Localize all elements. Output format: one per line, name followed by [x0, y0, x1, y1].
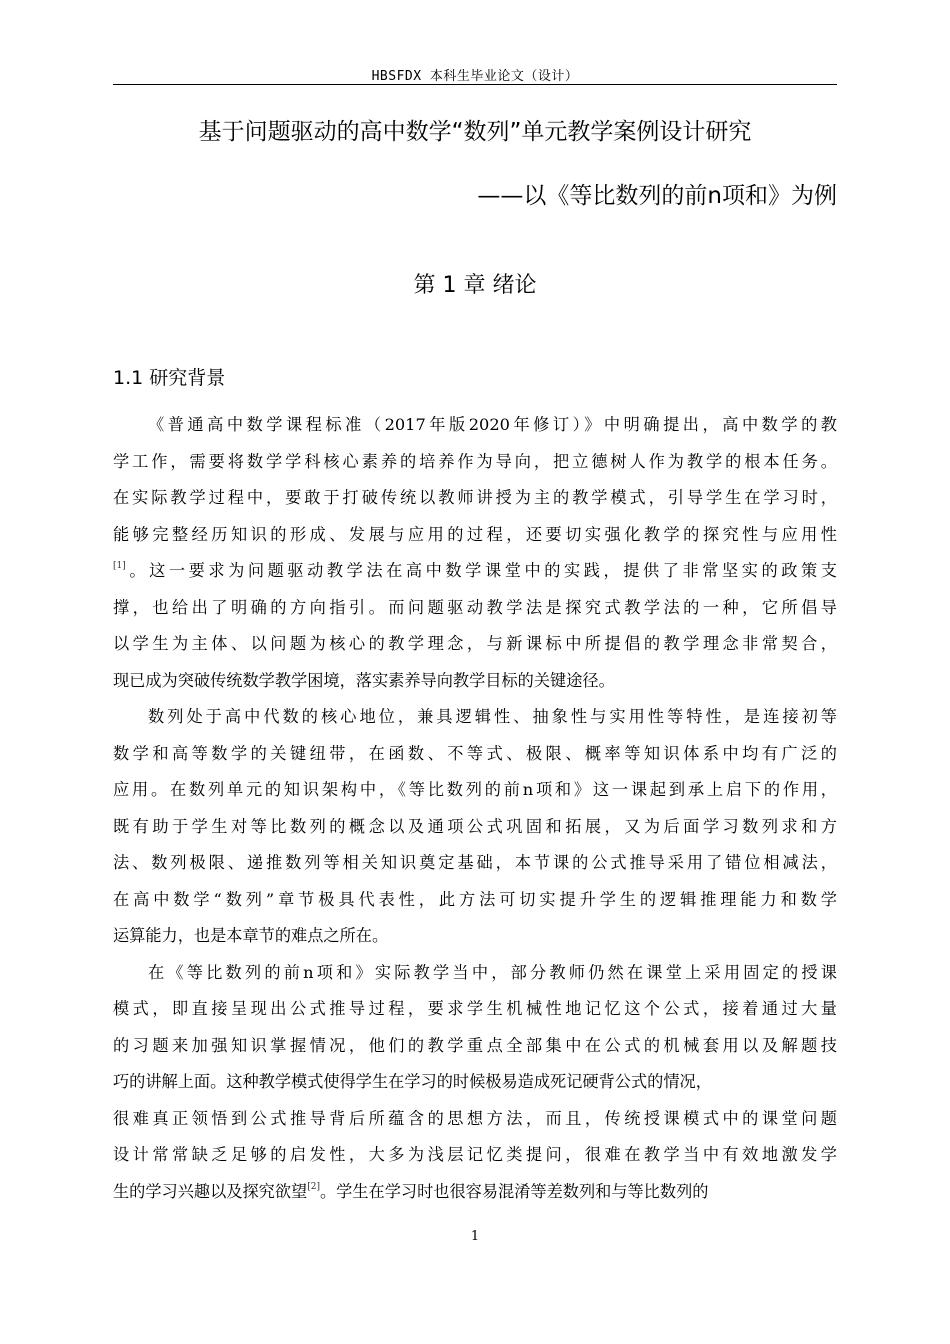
paragraph-3-line-4: 巧的讲解上面。这种教学模式使得学生在学习的时候极易造成死记硬背公式的情况，: [113, 1072, 712, 1091]
paragraph-2-line-2: 数学和高等数学的关键纽带，在函数、不等式、极限、概率等知识体系中均有广泛的: [113, 743, 837, 763]
paragraph-3-line-2: 模式，即直接呈现出公式推导过程，要求学生机械性地记忆这个公式，接着通过大量: [113, 999, 837, 1018]
page-number: 1: [470, 1229, 480, 1244]
paragraph-3-line-6: 设计常常缺乏足够的启发性，大多为浅层记忆类提问，很难在教学当中有效地激发学: [113, 1145, 837, 1164]
citation-1[interactable]: [1]: [113, 561, 126, 571]
paragraph-1-line-6: 撑，也给出了明确的方向指引。而问题驱动教学法是探究式教学法的一种，它所倡导: [113, 597, 837, 617]
thesis-subtitle: ——以《等比数列的前n项和》为例: [477, 183, 837, 209]
paragraph-2-line-1: 数列处于高中代数的核心地位，兼具逻辑性、抽象性与实用性等特性，是连接初等: [148, 707, 837, 726]
paragraph-2-line-5: 法、数列极限、递推数列等相关知识奠定基础，本节课的公式推导采用了错位相减法，: [113, 853, 837, 872]
paragraph-3-line-5: 很难真正领悟到公式推导背后所蕴含的思想方法，而且，传统授课模式中的课堂问题: [113, 1108, 837, 1128]
paragraph-1-line-3: 在实际教学过程中，要敢于打破传统以教师讲授为主的教学模式，引导学生在学习时，: [113, 488, 837, 507]
paragraph-3-line-3: 的习题来加强知识掌握情况，他们的教学重点全部集中在公式的机械套用以及解题技: [113, 1035, 837, 1055]
paragraph-3-line-1: 在《等比数列的前n项和》实际教学当中，部分教师仍然在课堂上采用固定的授课: [148, 962, 837, 982]
paragraph-1-line-4: 能够完整经历知识的形成、发展与应用的过程，还要切实强化教学的探究性与应用性: [113, 524, 837, 544]
section-heading: 1.1 研究背景: [113, 367, 226, 389]
paragraph-3-line-7-text: 生的学习兴趣以及探究欲望: [113, 1181, 308, 1201]
citation-2[interactable]: [2]: [307, 1181, 320, 1192]
paragraph-1-line-8: 现已成为突破传统数学教学困境，落实素养导向教学目标的关键途径。: [113, 670, 615, 690]
paragraph-3-line-7-tail: 。学生在学习时也很容易混淆等差数列和与等比数列的: [320, 1181, 709, 1201]
paragraph-2-line-6: 在高中数学“数列”章节极具代表性，此方法可切实提升学生的逻辑推理能力和数学: [113, 889, 837, 909]
paragraph-2-line-3: 应用。在数列单元的知识架构中，《等比数列的前n项和》这一课起到承上启下的作用，: [113, 780, 837, 799]
header-rule: [113, 84, 837, 85]
paragraph-1-line-5-text: 。这一要求为问题驱动教学法在高中数学课堂中的实践，提供了非常坚实的政策支: [125, 561, 837, 580]
paragraph-2-line-4: 既有助于学生对等比数列的概念以及通项公式巩固和拓展，又为后面学习数列求和方: [113, 816, 837, 836]
chapter-heading: 第 1 章 绪论: [413, 273, 537, 298]
thesis-title: 基于问题驱动的高中数学“数列”单元教学案例设计研究: [198, 119, 752, 145]
paragraph-1-line-2: 学工作，需要将数学学科核心素养的培养作为导向，把立德树人作为教学的根本任务。: [113, 451, 837, 471]
paragraph-3-line-7: [113, 1174, 837, 1211]
paragraph-1-line-1: 《普通高中数学课程标准（2017年版2020年修订）》中明确提出，高中数学的教: [148, 415, 837, 434]
paragraph-1-line-7: 以学生为主体、以问题为核心的教学理念，与新课标中所提倡的教学理念非常契合，: [113, 634, 837, 653]
running-header: HBSFDX 本科生毕业论文（设计）: [371, 69, 579, 84]
paragraph-2-line-7: 运算能力，也是本章节的难点之所在。: [113, 926, 389, 945]
paragraph-1-line-5: [113, 553, 837, 590]
body-text: [113, 407, 837, 1210]
